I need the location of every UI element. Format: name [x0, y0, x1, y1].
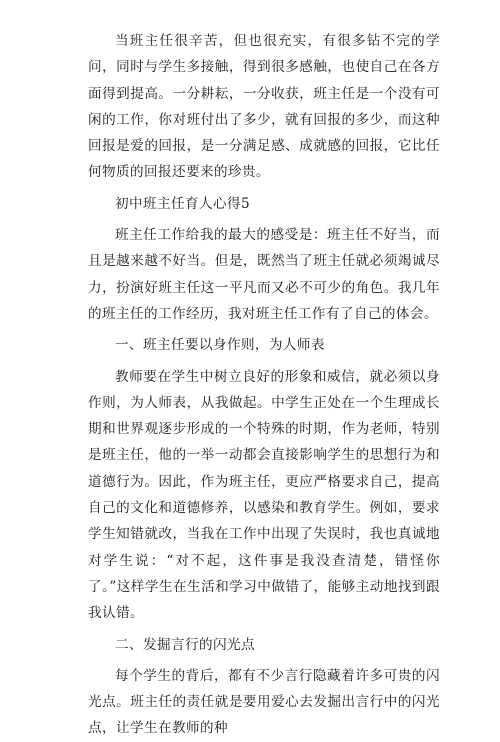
section-heading-lead-by-example: 一、班主任要以身作则，为人师表 — [115, 337, 325, 354]
body-paragraph-4: 每个学生的背后，都有不少言行隐藏着许多可贵的闪光点。班主任的责任就是要用爱心去发掘出言行中的闪光点，让学生在教师的种 — [88, 667, 440, 737]
document-page — [88, 28, 440, 742]
body-paragraph-1: 当班主任很辛苦，但也很充实，有很多钻不完的学问，同时与学生多接触，得到很多感触，也使自己在各方面得到提高。一分耕耘，一分收获，班主任是一个没有可闲的工作，你对班付出了多少，就有回报的多少，而这种回报是爱的回报，是一分满足感、成就感的回报，它比任何物质的回报还要来的珍贵。 — [88, 33, 440, 181]
section-heading-experience-5: 初中班主任育人心得5 — [115, 195, 250, 212]
section-heading-bright-spots: 二、发掘言行的闪光点 — [115, 636, 255, 653]
body-paragraph-3: 教师要在学生中树立良好的形象和威信，就必须以身作则，为人师表，从我做起。中学生正处在一个生理成长期和世界观逐步形成的一个特殊的时期，作为老师，特别是班主任，他的一举一动都会直接影响学生的思想行为和道德行为。因此，作为班主任，更应严格要求自己，提高自己的文化和道德修养，以感染和教育学生。例如，要求学生知错就改，当我在工作中出现了失误时，我也真诚地对学生说：“对不起，这件事是我没查清楚，错怪你了。”这样学生在生活和学习中做错了，能够主动地找到跟我认错。 — [88, 368, 440, 622]
body-paragraph-2: 班主任工作给我的最大的感受是：班主任不好当，而且是越来越不好当。但是，既然当了班主任就必须竭诚尽力，扮演好班主任这一平凡而又必不可少的角色。我几年的班主任的工作经历，我对班主任工作有了自己的体会。 — [88, 227, 440, 322]
